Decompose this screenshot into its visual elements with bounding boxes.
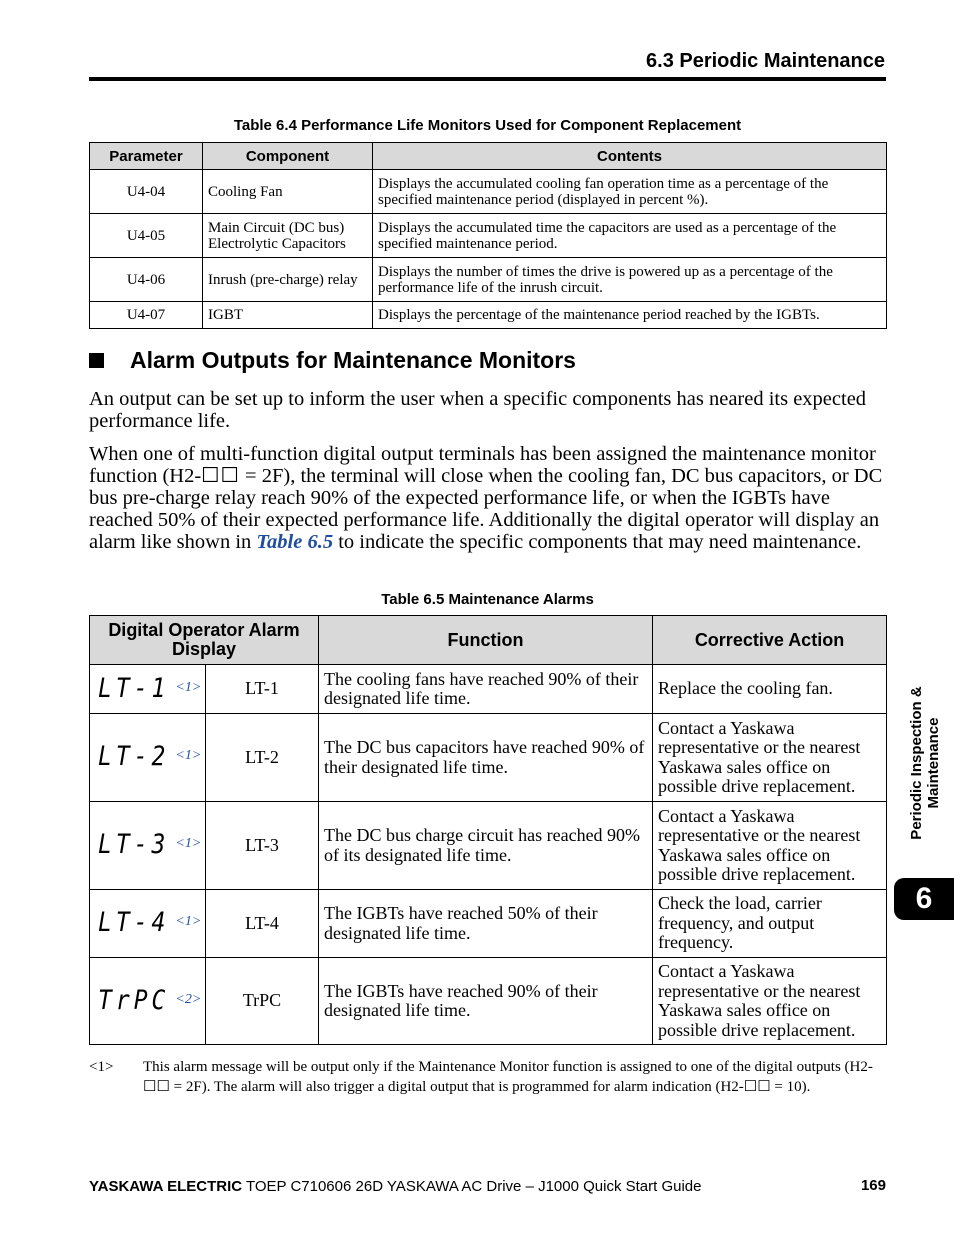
paragraph-text: = 2F), the terminal will close when the cooling fan, DC bus capacitors, or DC bus pre-charge relay reach 90% of the expected performance life, or when the IGBTs have reached 50% of their expected performance life. Additionally the digital operator will display an alarm like shown in [89,465,883,553]
section-bullet-icon [89,353,104,368]
action-cell: Check the load, carrier frequency, and output frequency. [653,890,887,958]
parameter-cell: U4-06 [90,258,203,302]
section-heading [89,347,576,374]
table-6-5-link[interactable]: Table 6.5 [256,531,334,553]
table-row [90,170,887,214]
table-row [90,714,887,802]
action-cell: Replace the cooling fan. [653,665,887,714]
footnote-ref-link[interactable]: <1> [175,679,202,695]
page-number: 169 [860,1177,886,1194]
page-header-title: 6.3 Periodic Maintenance [646,50,885,72]
footnote-ref-link[interactable]: <2> [175,991,202,1007]
column-header-component: Component [203,143,373,170]
footer-brand: YASKAWA ELECTRIC [89,1178,243,1195]
column-header-contents: Contents [373,143,887,170]
component-cell: Cooling Fan [203,170,373,214]
action-cell: Contact a Yaskawa representative or the nearest Yaskawa sales office on possible drive replacement. [653,802,887,890]
header-rule [89,77,886,81]
performance-life-table [89,142,887,329]
table-row [90,958,887,1045]
component-cell: Main Circuit (DC bus) Electrolytic Capacitors [203,214,373,258]
alarm-code-cell: LT-3 [206,802,319,890]
alarm-display-cell [90,958,206,1045]
table-row [90,258,887,302]
column-header-function: Function [319,616,653,665]
table-row [90,665,887,714]
footnote-ref-link[interactable]: <1> [175,914,202,930]
footnote-ref-link[interactable]: <1> [175,748,202,764]
contents-cell: Displays the accumulated cooling fan operation time as a percentage of the specified maintenance period (displayed in percent %). [373,170,887,214]
footnote [89,1057,889,1097]
action-cell: Contact a Yaskawa representative or the nearest Yaskawa sales office on possible drive replacement. [653,714,887,802]
page-footer [89,1178,702,1195]
function-cell: The DC bus charge circuit has reached 90% of its designated life time. [319,802,653,890]
function-cell: The IGBTs have reached 50% of their designated life time. [319,890,653,958]
footnote-ref-link[interactable]: <1> [175,836,202,852]
seven-segment-display: TrPC [98,985,170,1016]
section-title: Alarm Outputs for Maintenance Monitors [130,347,576,373]
parameter-cell: U4-04 [90,170,203,214]
paragraph-text: When one of multi-function digital output terminals has been assigned the maintenance monitor function (H2- [89,443,876,487]
paragraph-intro: An output can be set up to inform the user when a specific components has neared its expected performance life. [89,388,867,432]
chapter-side-tab [902,668,948,858]
table-6-4-caption: Table 6.4 Performance Life Monitors Used for Component Replacement [233,117,742,134]
seven-segment-display: LT-1 [98,673,170,704]
column-header-action: Corrective Action [653,616,887,665]
alarm-code-cell: LT-4 [206,890,319,958]
seven-segment-display: LT-2 [98,742,170,773]
component-cell: IGBT [203,302,373,329]
table-row [90,802,887,890]
chapter-number-tab[interactable]: 6 [894,878,954,920]
alarm-display-cell [90,714,206,802]
maintenance-alarms-table [89,615,887,1045]
alarm-display-cell [90,665,206,714]
table-header-row [90,143,887,170]
footer-document: TOEP C710606 26D YASKAWA AC Drive – J1000 Quick Start Guide [245,1178,702,1195]
alarm-display-cell [90,802,206,890]
function-cell: The DC bus capacitors have reached 90% of their designated life time. [319,714,653,802]
footnote-mark: <1> [89,1059,114,1075]
component-cell: Inrush (pre-charge) relay [203,258,373,302]
alarm-display-cell [90,890,206,958]
table-row [90,214,887,258]
function-cell: The cooling fans have reached 90% of their designated life time. [319,665,653,714]
paragraph-text: to indicate the specific components that may need maintenance. [333,531,862,553]
column-header-parameter: Parameter [90,143,203,170]
alarm-code-cell: TrPC [206,958,319,1045]
parameter-cell: U4-07 [90,302,203,329]
alarm-code-cell: LT-2 [206,714,319,802]
footnote-text: This alarm message will be output only if the Maintenance Monitor function is assigned to one of the digital outputs (H2-☐☐ = 2F). The alarm will also trigger a digital output that is programmed for alarm indication (H2-☐☐ = 10). [143,1059,873,1095]
table-header-row [90,616,887,665]
contents-cell: Displays the percentage of the maintenance period reached by the IGBTs. [373,302,887,329]
side-tab-label: Periodic Inspection & Maintenance [908,686,942,840]
table-row [90,890,887,958]
paragraph-details [89,443,889,553]
parameter-cell: U4-05 [90,214,203,258]
table-row [90,302,887,329]
seven-segment-display: LT-3 [98,830,170,861]
placeholder-boxes: ☐☐ [201,465,240,487]
seven-segment-display: LT-4 [98,908,170,939]
contents-cell: Displays the accumulated time the capacitors are used as a percentage of the specified maintenance period. [373,214,887,258]
column-header-display: Digital Operator Alarm Display [90,616,319,665]
function-cell: The IGBTs have reached 90% of their designated life time. [319,958,653,1045]
contents-cell: Displays the number of times the drive is powered up as a percentage of the performance life of the inrush circuit. [373,258,887,302]
alarm-code-cell: LT-1 [206,665,319,714]
action-cell: Contact a Yaskawa representative or the nearest Yaskawa sales office on possible drive replacement. [653,958,887,1045]
table-6-5-caption: Table 6.5 Maintenance Alarms [381,591,594,608]
